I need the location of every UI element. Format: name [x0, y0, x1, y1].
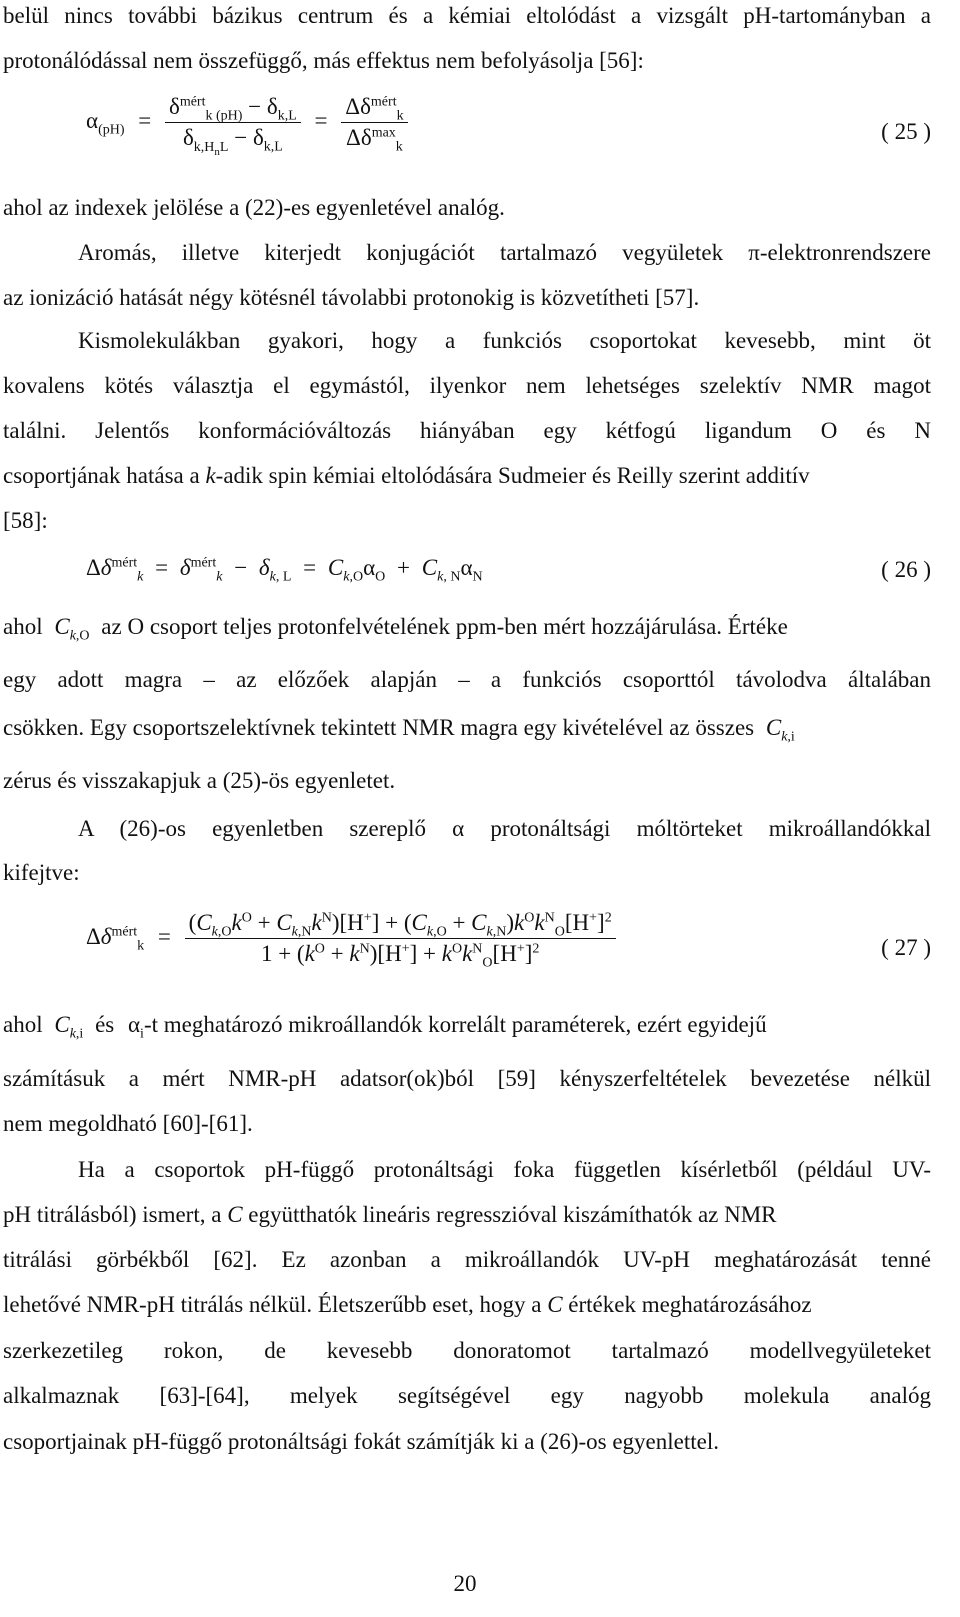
text-line-18: számításuk a mért NMR-pH adatsor(ok)ból [59] kényszerfeltételek bevezetése nélkül	[3, 1066, 931, 1091]
text-line-17a: ahol	[3, 1012, 43, 1037]
text-line-5: az ionizáció hatását négy kötésnél távolabbi protonokig is közvetítheti [57].	[3, 285, 700, 310]
text-line-17b: és	[95, 1012, 115, 1037]
text-line-4: Aromás, illetve kiterjedt konjugációt tartalmazó vegyületek π-elektronrendszere	[78, 240, 931, 265]
text-line-23b: értékek meghatározásához	[562, 1292, 812, 1317]
text-line-21b: együtthatók lineáris regresszióval kiszámíthatók az NMR	[242, 1202, 777, 1227]
text-line-11b: az O csoport teljes protonfelvételének ppm-ben mért hozzájárulása. Értéke	[101, 614, 788, 639]
text-line-26: csoportjainak pH-függő protonáltsági fokát számítják ki a (26)-os egyenlettel.	[3, 1429, 719, 1454]
text-line-19: nem megoldható [60]-[61].	[3, 1111, 253, 1136]
text-line-24: szerkezetileg rokon, de kevesebb donoratomot tartalmazó modellvegyületeket	[3, 1338, 931, 1363]
text-line-9b: -adik spin kémiai eltolódására Sudmeier és Reilly szerint additív	[215, 463, 810, 488]
text-line-13a: csökken. Egy csoportszelektívnek tekintett NMR magra egy kivételével az összes	[3, 715, 755, 740]
equation-25: $\alpha_{(pH)}$ = $\frac{\delta^{mért}_{k (pH)} - \delta_{k,L}}{\delta_{k,H_nL} - \delta_{k,L}}$ = $\frac{\Delta\delta^{mért}_k}{\Delta\delta^{max}_k}$	[86, 94, 408, 151]
text-line-21c: C	[227, 1202, 243, 1227]
text-line-11a: ahol	[3, 614, 43, 639]
text-line-3: ahol az indexek jelölése a (22)-es egyenletével analóg.	[3, 195, 505, 220]
text-line-9k: k	[205, 463, 216, 488]
equation-26-number: ( 26 )	[881, 557, 931, 582]
text-line-7: kovalens kötés választja el egymástól, ilyenkor nem lehetséges szelektív NMR magot	[3, 373, 931, 398]
text-line-23	[3, 1290, 931, 1320]
text-line-16: kifejtve:	[3, 860, 80, 885]
text-line-6: Kismolekulákban gyakori, hogy a funkciós csoportokat kevesebb, mint öt	[78, 328, 931, 353]
equation-27: $\Delta\delta^{mért}_k$ = $\frac{(C_{k,O}k^O + C_{k,N}k^N)[H^+] + (C_{k,O} + C_{k,N})k^Ok^N_O[H^+]^2}{1 + (k^O + k^N)[H^+] + k^Ok^N_O[H^+]^2}$	[86, 910, 616, 967]
text-line-23a: lehetővé NMR-pH titrálás nélkül. Életszerűbb eset, hogy a	[3, 1292, 548, 1317]
text-line-11: ahol $C_{k,O}$ az O csoport teljes protonfelvételének ppm-ben mért hozzájárulása. Értéke	[3, 614, 788, 644]
text-line-17c: -t meghatározó mikroállandók korrelált paraméterek, ezért egyidejű	[143, 1012, 767, 1037]
text-line-20: Ha a csoportok pH-függő protonáltsági foka független kísérletből (például UV-	[78, 1157, 931, 1182]
equation-27-number: ( 27 )	[881, 935, 931, 960]
text-line-25: alkalmaznak [63]-[64], melyek segítségével egy nagyobb molekula analóg	[3, 1383, 931, 1408]
equation-25-number: ( 25 )	[881, 119, 931, 144]
text-line-1: belül nincs további bázikus centrum és a kémiai eltolódást a vizsgált pH-tartományban a	[3, 3, 931, 28]
text-line-10: [58]:	[3, 508, 48, 533]
text-line-21a: pH titrálásból) ismert, a	[3, 1202, 228, 1227]
text-line-21	[3, 1200, 931, 1230]
page-number: 20	[453, 1571, 477, 1596]
text-line-9	[3, 461, 931, 491]
text-line-13: csökken. Egy csoportszelektívnek tekintett NMR magra egy kivételével az összes $C_{k,i}$	[3, 715, 795, 745]
text-line-2: protonálódással nem összefüggő, más effektus nem befolyásolja [56]:	[3, 48, 644, 73]
text-line-14: zérus és visszakapjuk a (25)-ös egyenletet.	[3, 768, 396, 793]
text-line-17: ahol $C_{k,i}$ és $\alpha_i-t$ meghatározó mikroállandók korrelált paraméterek, ezért egyidejű	[3, 1012, 767, 1042]
text-line-23c: C	[547, 1292, 563, 1317]
text-line-15: A (26)-os egyenletben szereplő α protonáltsági móltörteket mikroállandókkal	[78, 816, 931, 841]
text-line-12: egy adott magra – az előzőek alapján – a funkciós csoporttól távolodva általában	[3, 667, 931, 692]
text-line-8: találni. Jelentős konformációváltozás hiányában egy kétfogú ligandum O és N	[3, 418, 931, 443]
equation-26: $\Delta\delta^{mért}_k = \delta^{mért}_k - \delta_{k, L} = C_{k,O}\alpha_O + C_{k, N}\alpha_N$	[86, 555, 483, 585]
text-line-22: titrálási görbékből [62]. Ez azonban a mikroállandók UV-pH meghatározását tenné	[3, 1247, 931, 1272]
text-line-9a: csoportjának hatása a	[3, 463, 206, 488]
